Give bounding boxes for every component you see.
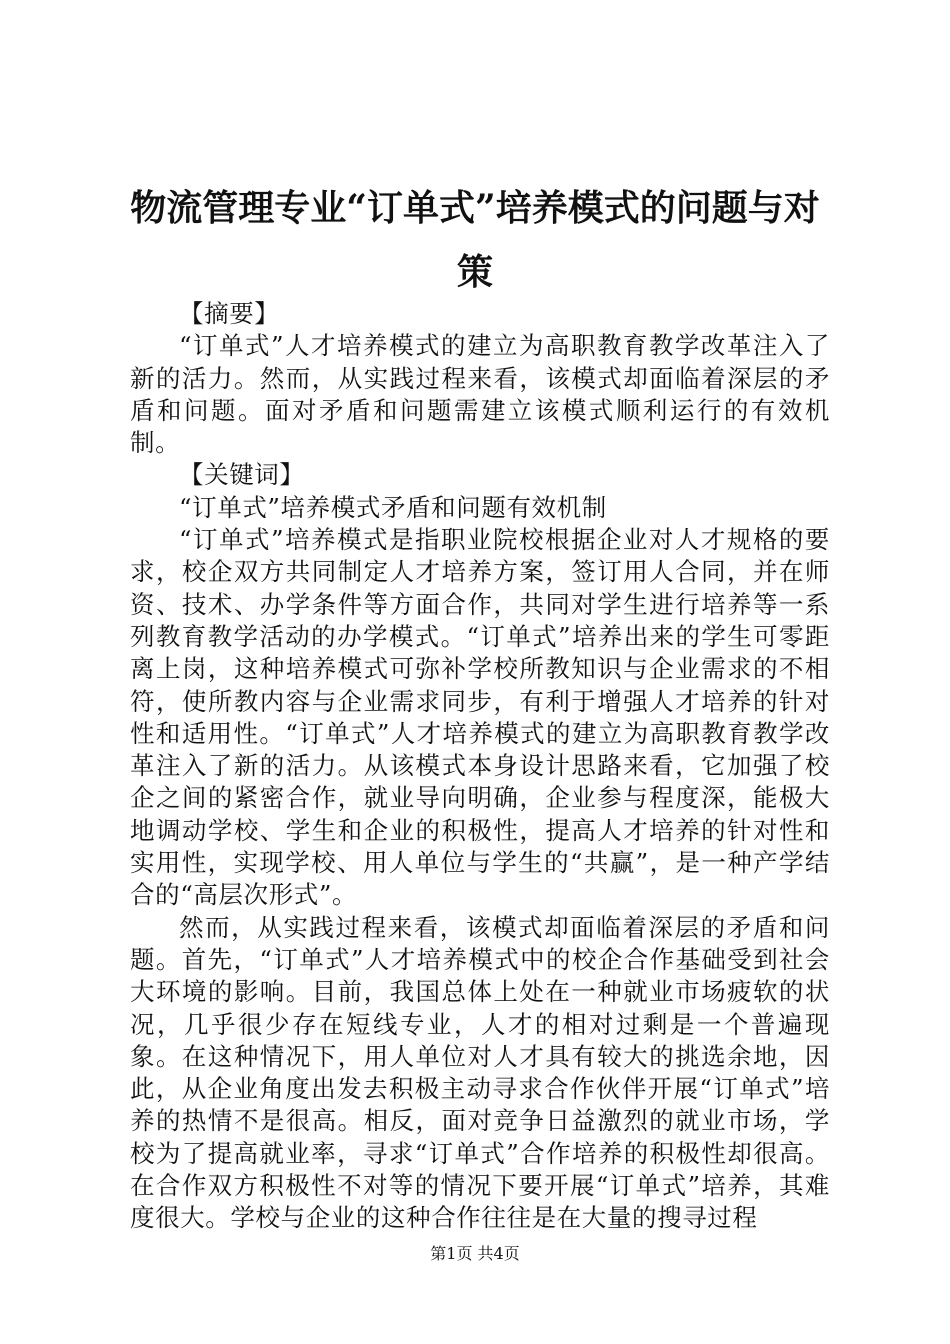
abstract-heading: 【摘要】: [179, 299, 280, 328]
document-title: 物流管理专业“订单式”培养模式的问题与对策: [130, 187, 820, 293]
keywords-text: “订单式”培养模式矛盾和问题有效机制: [179, 492, 607, 522]
abstract-text: “订单式”人才培养模式的建立为高职教育教学改革注入了新的活力。然而，从实践过程来看，该模式却面临着深层的矛盾和问题。面对矛盾和问题需建立该模式顺利运行的有效机制。: [130, 331, 830, 458]
page-number-footer: 第1页 共4页: [430, 1244, 520, 1263]
body-paragraph-1: “订单式”培养模式是指职业院校根据企业对人才规格的要求，校企双方共同制定人才培养方案，签订用人合同，并在师资、技术、办学条件等方面合作，共同对学生进行培养等一系列教育教学活动的办学模式。“订单式”培养出来的学生可零距离上岗，这种培养模式可弥补学校所教知识与企业需求的不相符，使所教内容与企业需求同步，有利于增强人才培养的针对性和适用性。“订单式”人才培养模式的建立为高职教育教学改革注入了新的活力。从该模式本身设计思路来看，它加强了校企之间的紧密合作，就业导向明确，企业参与程度深，能极大地调动学校、学生和企业的积极性，提高人才培养的针对性和实用性，实现学校、用人单位与学生的“共赢”，是一种产学结合的“高层次形式”。: [130, 525, 830, 910]
body-paragraph-2: 然而，从实践过程来看，该模式却面临着深层的矛盾和问题。首先，“订单式”人才培养模式中的校企合作基础受到社会大环境的影响。目前，我国总体上处在一种就业市场疲软的状况，几乎很少存在短线专业，人才的相对过剩是一个普遍现象。在这种情况下，用人单位对人才具有较大的挑选余地，因此，从企业角度出发去积极主动寻求合作伙伴开展“订单式”培养的热情不是很高。相反，面对竞争日益激烈的就业市场，学校为了提高就业率，寻求“订单式”合作培养的积极性却很高。在合作双方积极性不对等的情况下要开展“订单式”培养，其难度很大。学校与企业的这种合作往往是在大量的搜寻过程: [130, 912, 830, 1233]
document-body: [130, 298, 830, 1235]
keywords-heading: 【关键词】: [179, 460, 305, 490]
